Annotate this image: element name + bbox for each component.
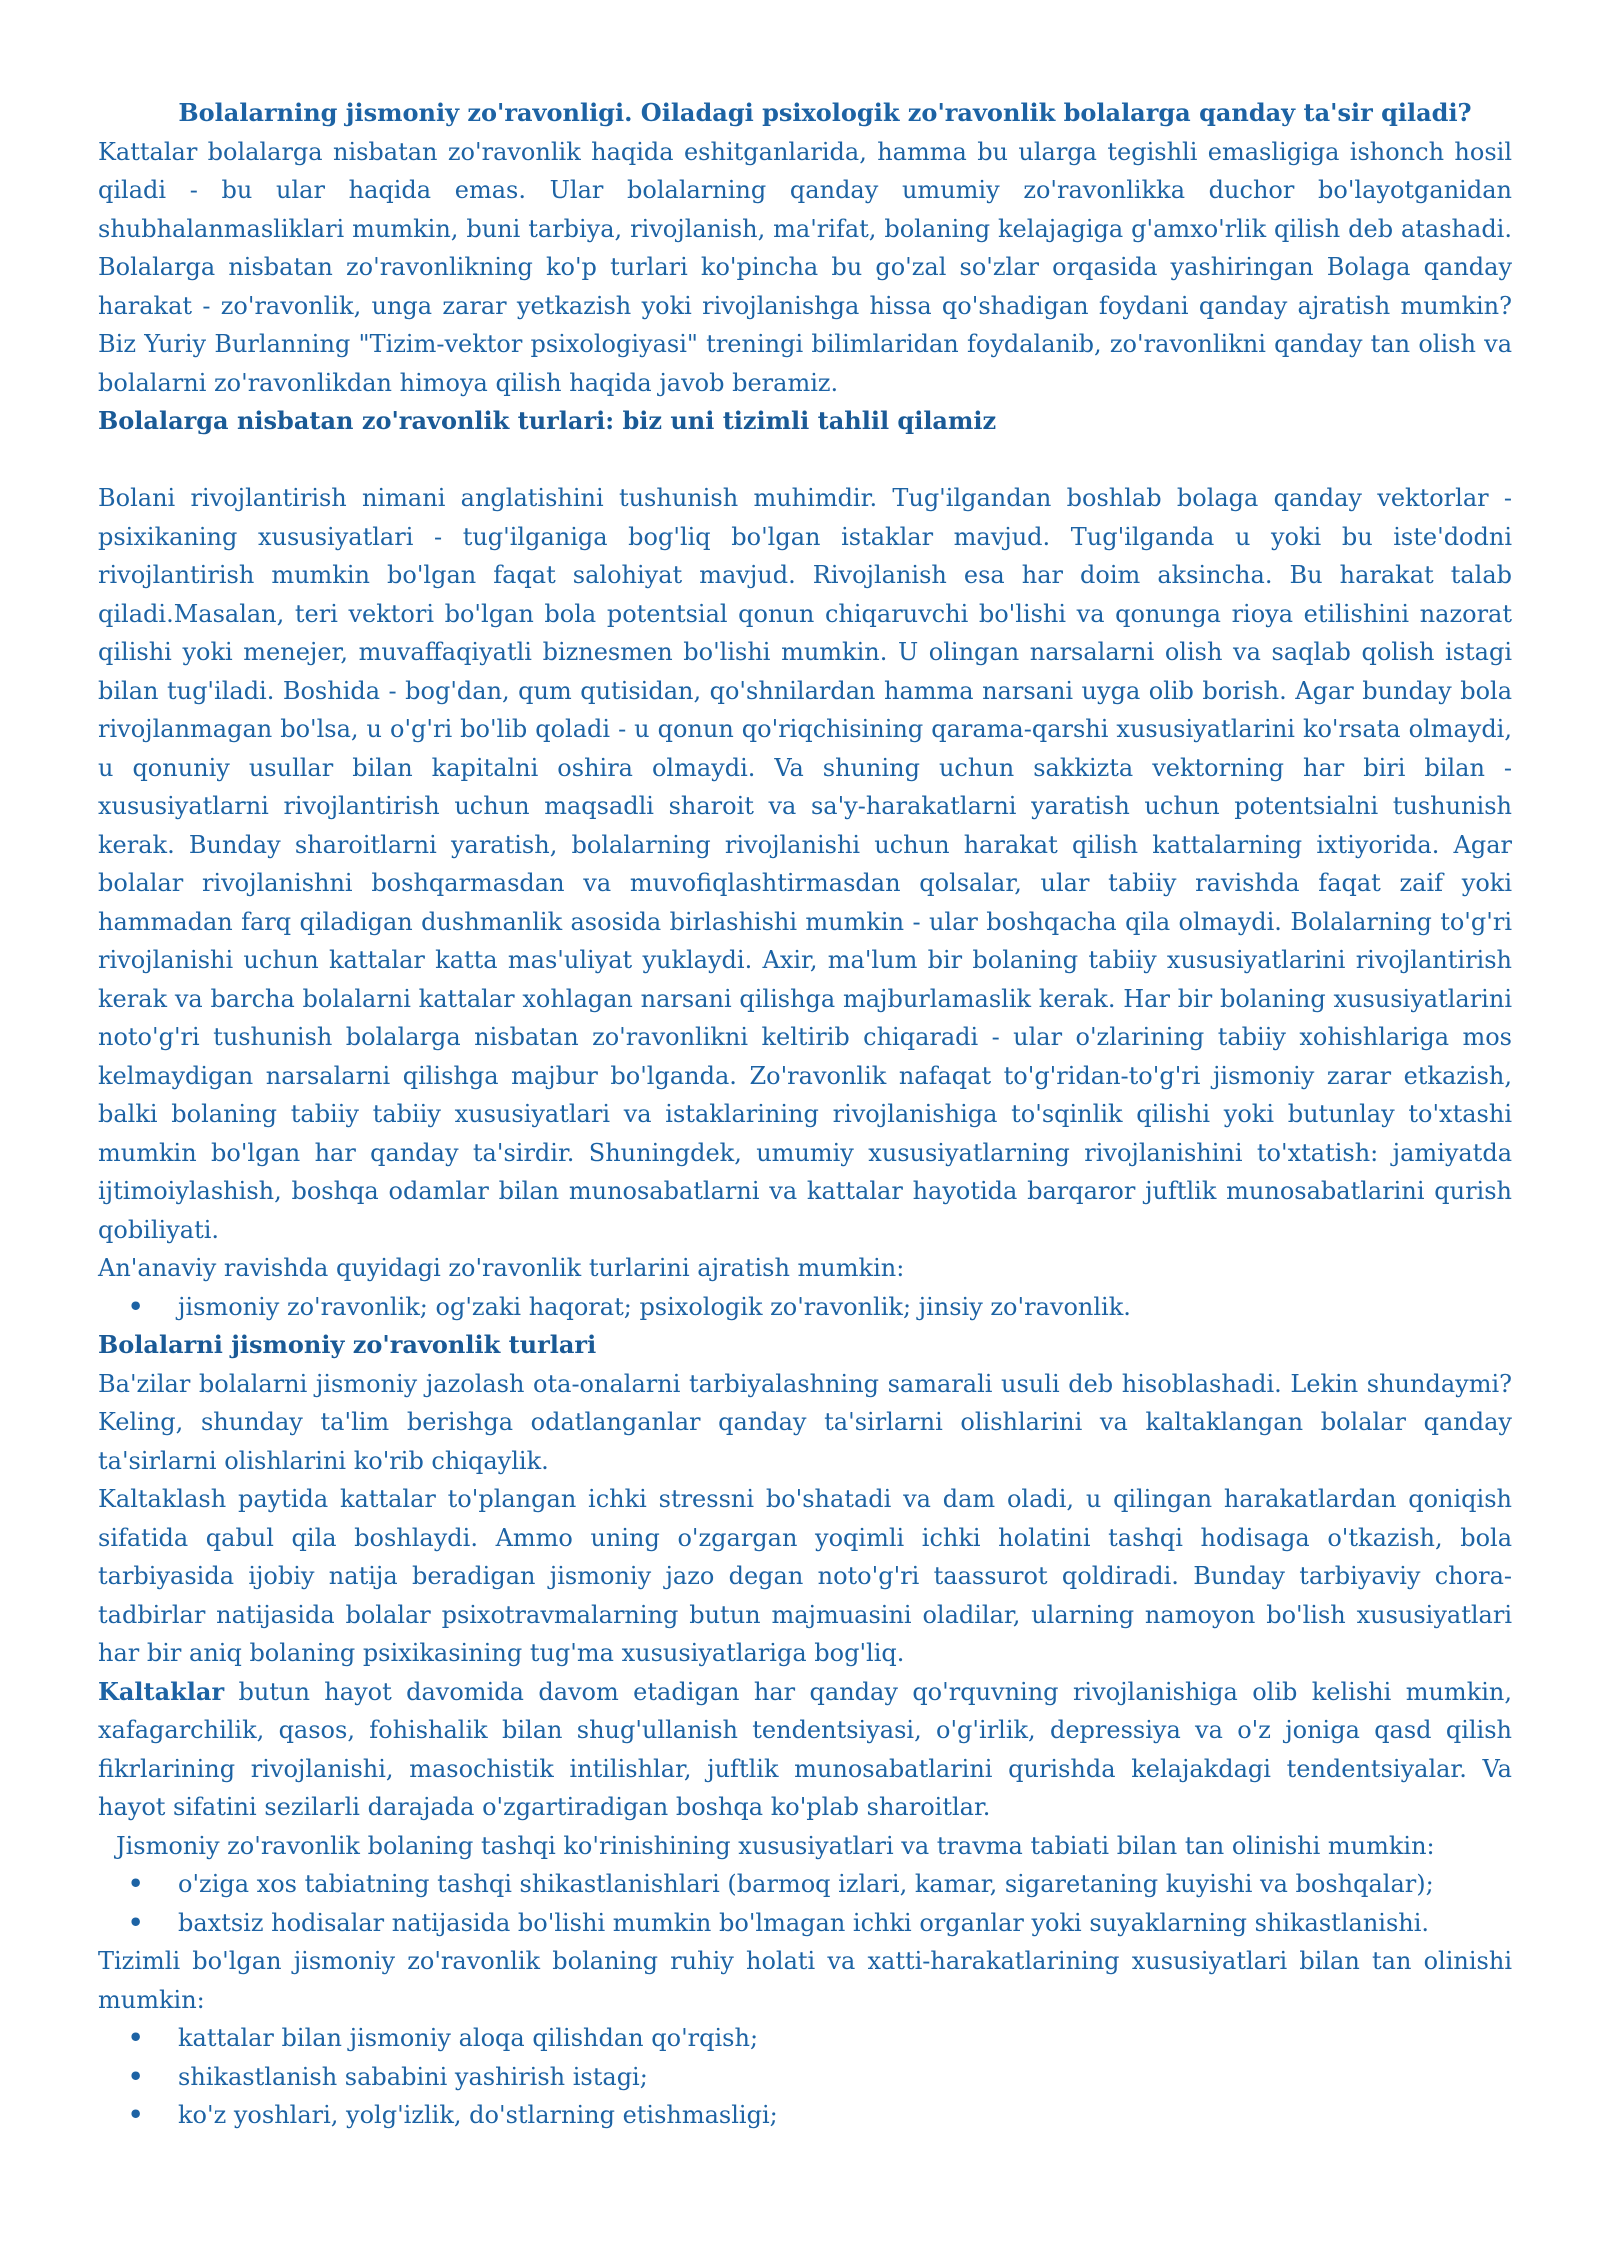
- external-signs-intro: Jismoniy zo'ravonlik bolaning tashqi ko'rinishining xususiyatlari va travma tabiati bilan tan olinishi mumkin:: [116, 1831, 1435, 1860]
- bold-term: Kaltaklar: [98, 1676, 225, 1706]
- consequences-text: butun hayot davomida davom etadigan har qanday qo'rquvning rivojlanishiga olib kelishi mumkin, xafagarchilik, qasos, fohishalik bilan shug'ullanish tendentsiyasi, o'g'irlik, depressiya va o'z joniga qasd qilish fikrlarining rivojlanishi, masochistik intilishlar, juftlik munosabatlarini qurishda kelajakdagi tendentsiyalar. Va hayot sifatini sezilarli darajada o'zgartiradigan boshqa ko'plab sharoitlar.: [98, 1677, 1512, 1821]
- list-item-text: ko'z yoshlari, yolg'izlik, do'stlarning etishmasligi;: [178, 2101, 778, 2129]
- list-item-text: kattalar bilan jismoniy aloqa qilishdan qo'rqish;: [178, 2024, 759, 2052]
- list-item: [98, 1865, 1512, 1904]
- intro-paragraph: Kattalar bolalarga nisbatan zo'ravonlik haqida eshitganlarida, hamma bu ularga tegishli emasligiga ishonch hosil qiladi - bu ular haqida emas. Ular bolalarning qanday umumiy zo'ravonlikka duchor bo'layotganidan shubhalanmasliklari mumkin, buni tarbiya, rivojlanish, ma'rifat, bolaning kelajagiga g'amxo'rlik qilish deb atashadi. Bolalarga nisbatan zo'ravonlikning ko'p turlari ko'pincha bu go'zal so'zlar orqasida yashiringan Bolaga qanday harakat - zo'ravonlik, unga zarar yetkazish yoki rivojlanishga hissa qo'shadigan foydani qanday ajratish mumkin? Biz Yuriy Burlanning "Tizim-vektor psixologiyasi" treningi bilimlaridan foydalanib, zo'ravonlikni qanday tan olish va bolalarni zo'ravonlikdan himoya qilish haqida javob beramiz.: [98, 137, 1512, 397]
- list-item-text: baxtsiz hodisalar natijasida bo'lishi mumkin bo'lmagan ichki organlar yoki suyaklarning shikastlanishi.: [178, 1908, 1430, 1937]
- list-item: [98, 1904, 1512, 1943]
- bullet-icon: •: [128, 2100, 144, 2129]
- bullet-icon: •: [128, 1869, 144, 1898]
- violence-types-list: [98, 1288, 1512, 1327]
- bullet-icon: •: [128, 2061, 144, 2091]
- list-item: [98, 2096, 1512, 2135]
- list-item: [98, 2058, 1512, 2097]
- list-item-text: o'ziga xos tabiatning tashqi shikastlanishlari (barmoq izlari, kamar, sigaretaning kuyishi va boshqalar);: [178, 1870, 1434, 1898]
- development-paragraph: Bolani rivojlantirish nimani anglatishini tushunish muhimdir. Tug'ilgandan boshlab bolaga qanday vektorlar - psixikaning xususiyatlari - tug'ilganiga bog'liq bo'lgan istaklar mavjud. Tug'ilganda u yoki bu iste'dodni rivojlantirish mumkin bo'lgan faqat salohiyat mavjud. Rivojlanish esa har doim aksincha. Bu harakat talab qiladi.Masalan, teri vektori bo'lgan bola potentsial qonun chiqaruvchi bo'lishi va qonunga rioya etilishini nazorat qilishi yoki menejer, muvaffaqiyatli biznesmen bo'lishi mumkin. U olingan narsalarni olish va saqlab qolish istagi bilan tug'iladi. Boshida - bog'dan, qum qutisidan, qo'shnilardan hamma narsani uyga olib borish. Agar bunday bola rivojlanmagan bo'lsa, u o'g'ri bo'lib qoladi - u qonun qo'riqchisining qarama-qarshi xususiyatlarini ko'rsata olmaydi, u qonuniy usullar bilan kapitalni oshira olmaydi. Va shuning uchun sakkizta vektorning har biri bilan - xususiyatlarni rivojlantirish uchun maqsadli sharoit va sa'y-harakatlarni yaratish uchun potentsialni tushunish kerak. Bunday sharoitlarni yaratish, bolalarning rivojlanishi uchun harakat qilish kattalarning ixtiyorida. Agar bolalar rivojlanishni boshqarmasdan va muvofiqlashtirmasdan qolsalar, ular tabiiy ravishda faqat zaif yoki hammadan farq qiladigan dushmanlik asosida birlashishi mumkin - ular boshqacha qila olmaydi. Bolalarning to'g'ri rivojlanishi uchun kattalar katta mas'uliyat yuklaydi. Axir, ma'lum bir bolaning tabiiy xususiyatlarini rivojlantirish kerak va barcha bolalarni kattalar xohlagan narsani qilishga majburlamaslik kerak. Har bir bolaning xususiyatlarini noto'g'ri tushunish bolalarga nisbatan zo'ravonlikni keltirib chiqaradi - ular o'zlarining tabiiy xohishlariga mos kelmaydigan narsalarni qilishga majbur bo'lganda. Zo'ravonlik nafaqat to'g'ridan-to'g'ri jismoniy zarar etkazish, balki bolaning tabiiy tabiiy xususiyatlari va istaklarining rivojlanishiga to'sqinlik qilishi yoki butunlay to'xtashi mumkin bo'lgan har qanday ta'sirdir. Shuningdek, umumiy xususiyatlarning rivojlanishini to'xtatish: jamiyatda ijtimoiylashish, boshqa odamlar bilan munosabatlarni va kattalar hayotida barqaror juftlik munosabatlarini qurish qobiliyati.: [98, 484, 1512, 1244]
- behavior-signs-list: [98, 2019, 1512, 2135]
- list-item: [98, 1288, 1512, 1327]
- types-list-intro: An'anaviy ravishda quyidagi zo'ravonlik turlarini ajratish mumkin:: [98, 1254, 905, 1282]
- bullet-icon: •: [128, 1291, 144, 1321]
- punishment-paragraph: Ba'zilar bolalarni jismoniy jazolash ota-onalarni tarbiyalashning samarali usuli deb hisoblashadi. Lekin shundaymi? Keling, shunday ta'lim berishga odatlanganlar qanday ta'sirlarni olishlarini va kaltaklangan bolalar qanday ta'sirlarni olishlarini ko'rib chiqaylik.: [98, 1369, 1512, 1475]
- list-item-text: jismoniy zo'ravonlik; og'zaki haqorat; psixologik zo'ravonlik; jinsiy zo'ravonlik.: [178, 1292, 1131, 1321]
- list-item: [98, 2019, 1512, 2058]
- consequences-paragraph: [98, 1673, 1512, 1827]
- bullet-icon: •: [128, 2023, 144, 2052]
- section-heading-violence-types: Bolalarga nisbatan zo'ravonlik turlari: biz uni tizimli tahlil qilamiz: [98, 406, 997, 435]
- external-signs-list: [98, 1865, 1512, 1942]
- document-page: [98, 94, 1512, 2135]
- document-title: Bolalarning jismoniy zo'ravonligi. Oiladagi psixologik zo'ravonlik bolalarga qanday ta'sir qiladi?: [178, 98, 1472, 127]
- behavior-signs-intro: Tizimli bo'lgan jismoniy zo'ravonlik bolaning ruhiy holati va xatti-harakatlarining xususiyatlari bilan tan olinishi mumkin:: [98, 1947, 1512, 2014]
- list-item-text: shikastlanish sababini yashirish istagi;: [178, 2062, 648, 2091]
- blank-line: [98, 441, 1512, 480]
- beating-paragraph: Kaltaklash paytida kattalar to'plangan ichki stressni bo'shatadi va dam oladi, u qilingan harakatlardan qoniqish sifatida qabul qila boshlaydi. Ammo uning o'zgargan yoqimli ichki holatini tashqi hodisaga o'tkazish, bola tarbiyasida ijobiy natija beradigan jismoniy jazo degan noto'g'ri taassurot qoldiradi. Bunday tarbiyaviy chora-tadbirlar natijasida bolalar psixotravmalarning butun majmuasini oladilar, ularning namoyon bo'lish xususiyatlari har bir aniq bolaning psixikasining tug'ma xususiyatlariga bog'liq.: [98, 1485, 1512, 1667]
- bullet-icon: •: [128, 1907, 144, 1937]
- section-heading-physical-violence: Bolalarni jismoniy zo'ravonlik turlari: [98, 1330, 597, 1359]
